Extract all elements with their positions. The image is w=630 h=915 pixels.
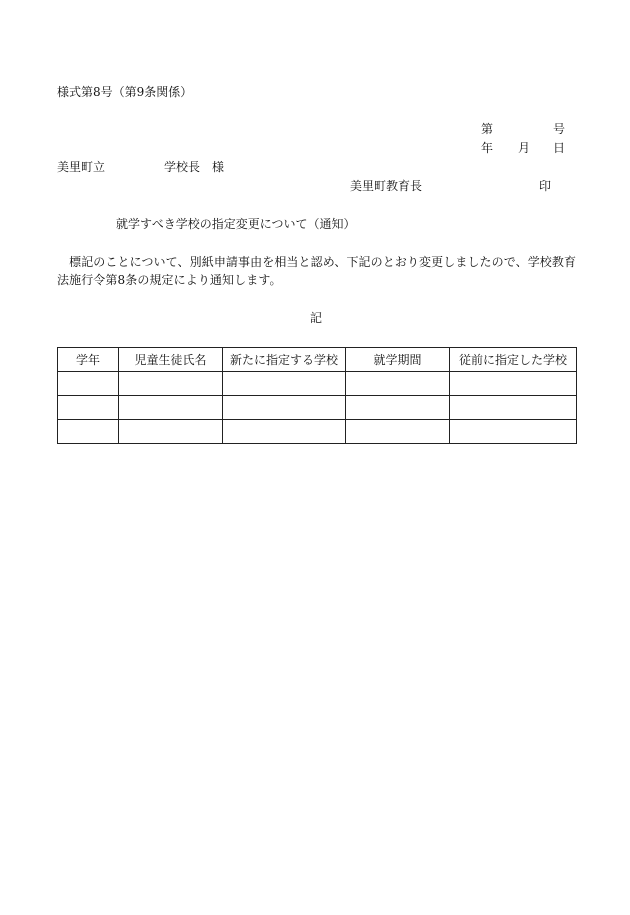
form-number-label: 様式第8号（第9条関係） — [57, 85, 193, 99]
body-paragraph: 標記のことについて、別紙申請事由を相当と認め、下記のとおり変更しましたので、学校教育法施行令第8条の規定により通知します。 — [57, 255, 577, 287]
cell-grade — [58, 396, 119, 420]
date-day-label: 日 — [553, 141, 566, 155]
cell-new-school — [223, 420, 346, 444]
recipient-role: 学校長 様 — [164, 160, 225, 174]
date-month-label: 月 — [518, 141, 531, 155]
table-row — [58, 372, 577, 396]
header-grade: 学年 — [58, 348, 119, 372]
document-subject: 就学すべき学校の指定変更について（通知） — [116, 217, 356, 231]
table-header-row — [58, 348, 577, 372]
cell-student-name — [119, 396, 223, 420]
cell-grade — [58, 420, 119, 444]
cell-enrollment-period — [346, 372, 450, 396]
table-row — [58, 420, 577, 444]
date-year-label: 年 — [481, 141, 494, 155]
cell-previous-school — [450, 396, 577, 420]
header-student-name: 児童生徒氏名 — [119, 348, 223, 372]
seal-mark: 印 — [539, 179, 552, 193]
ki-heading: 記 — [310, 311, 323, 325]
cell-student-name — [119, 420, 223, 444]
document-number-suffix: 号 — [553, 122, 566, 136]
recipient-town: 美里町立 — [57, 160, 106, 174]
sender-name: 美里町教育長 — [350, 179, 423, 193]
cell-grade — [58, 372, 119, 396]
table-row — [58, 396, 577, 420]
cell-enrollment-period — [346, 396, 450, 420]
cell-previous-school — [450, 372, 577, 396]
header-previous-school: 従前に指定した学校 — [450, 348, 577, 372]
school-change-table — [57, 347, 577, 444]
cell-new-school — [223, 396, 346, 420]
cell-enrollment-period — [346, 420, 450, 444]
header-enrollment-period: 就学期間 — [346, 348, 450, 372]
header-new-school: 新たに指定する学校 — [223, 348, 346, 372]
cell-new-school — [223, 372, 346, 396]
cell-student-name — [119, 372, 223, 396]
cell-previous-school — [450, 420, 577, 444]
document-number-prefix: 第 — [481, 122, 494, 136]
